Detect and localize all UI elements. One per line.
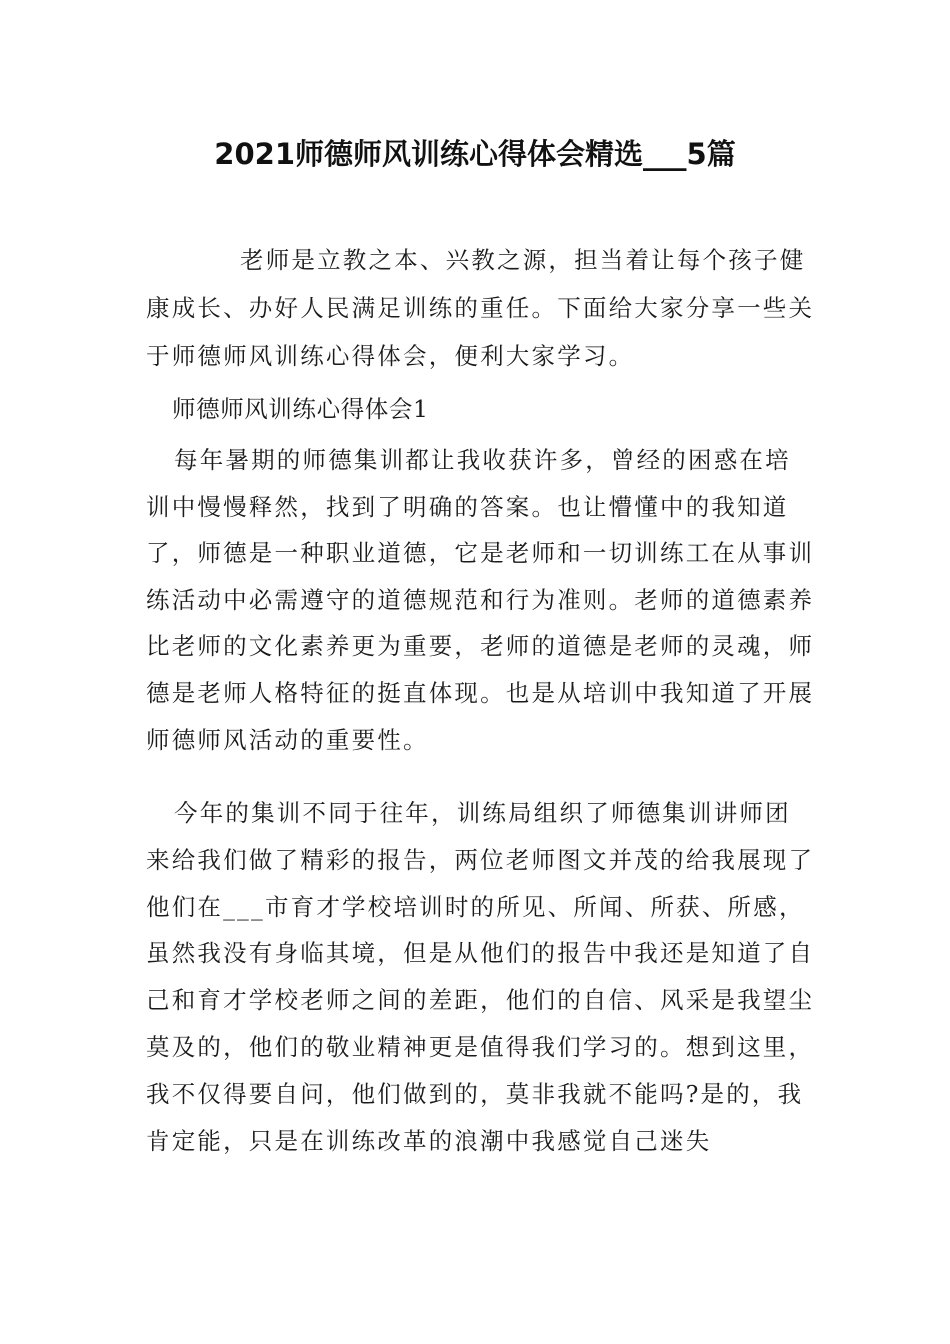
- body-paragraph-1: 每年暑期的师德集训都让我收获许多，曾经的困惑在培训中慢慢释然，找到了明确的答案。也让懵懂中的我知道了，师德是一种职业道德，它是老师和一切训练工在从事训练活动中必需遵守的道德规范和行为准则。老师的道德素养比老师的文化素养更为重要，老师的道德是老师的灵魂，师德是老师人格特征的挺直体现。也是从培训中我知道了开展师德师风活动的重要性。: [146, 446, 815, 754]
- section-heading: 师德师风训练心得体会1: [172, 395, 429, 423]
- body-paragraph-2: 今年的集训不同于往年，训练局组织了师德集训讲师团来给我们做了精彩的报告，两位老师图文并茂的给我展现了他们在___市育才学校培训时的所见、所闻、所获、所感，虽然我没有身临其境，但是从他们的报告中我还是知道了自己和育才学校老师之间的差距，他们的自信、风采是我望尘莫及的，他们的敬业精神更是值得我们学习的。想到这里，我不仅得要自问，他们做到的，莫非我就不能吗?是的，我肯定能，只是在训练改革的浪潮中我感觉自己迷失: [146, 799, 815, 1155]
- intro-paragraph: 老师是立教之本、兴教之源，担当着让每个孩子健康成长、办好人民满足训练的重任。下面给大家分享一些关于师德师风训练心得体会，便利大家学习。: [146, 246, 815, 370]
- document-title: 2021师德师风训练心得体会精选___5篇: [214, 137, 736, 171]
